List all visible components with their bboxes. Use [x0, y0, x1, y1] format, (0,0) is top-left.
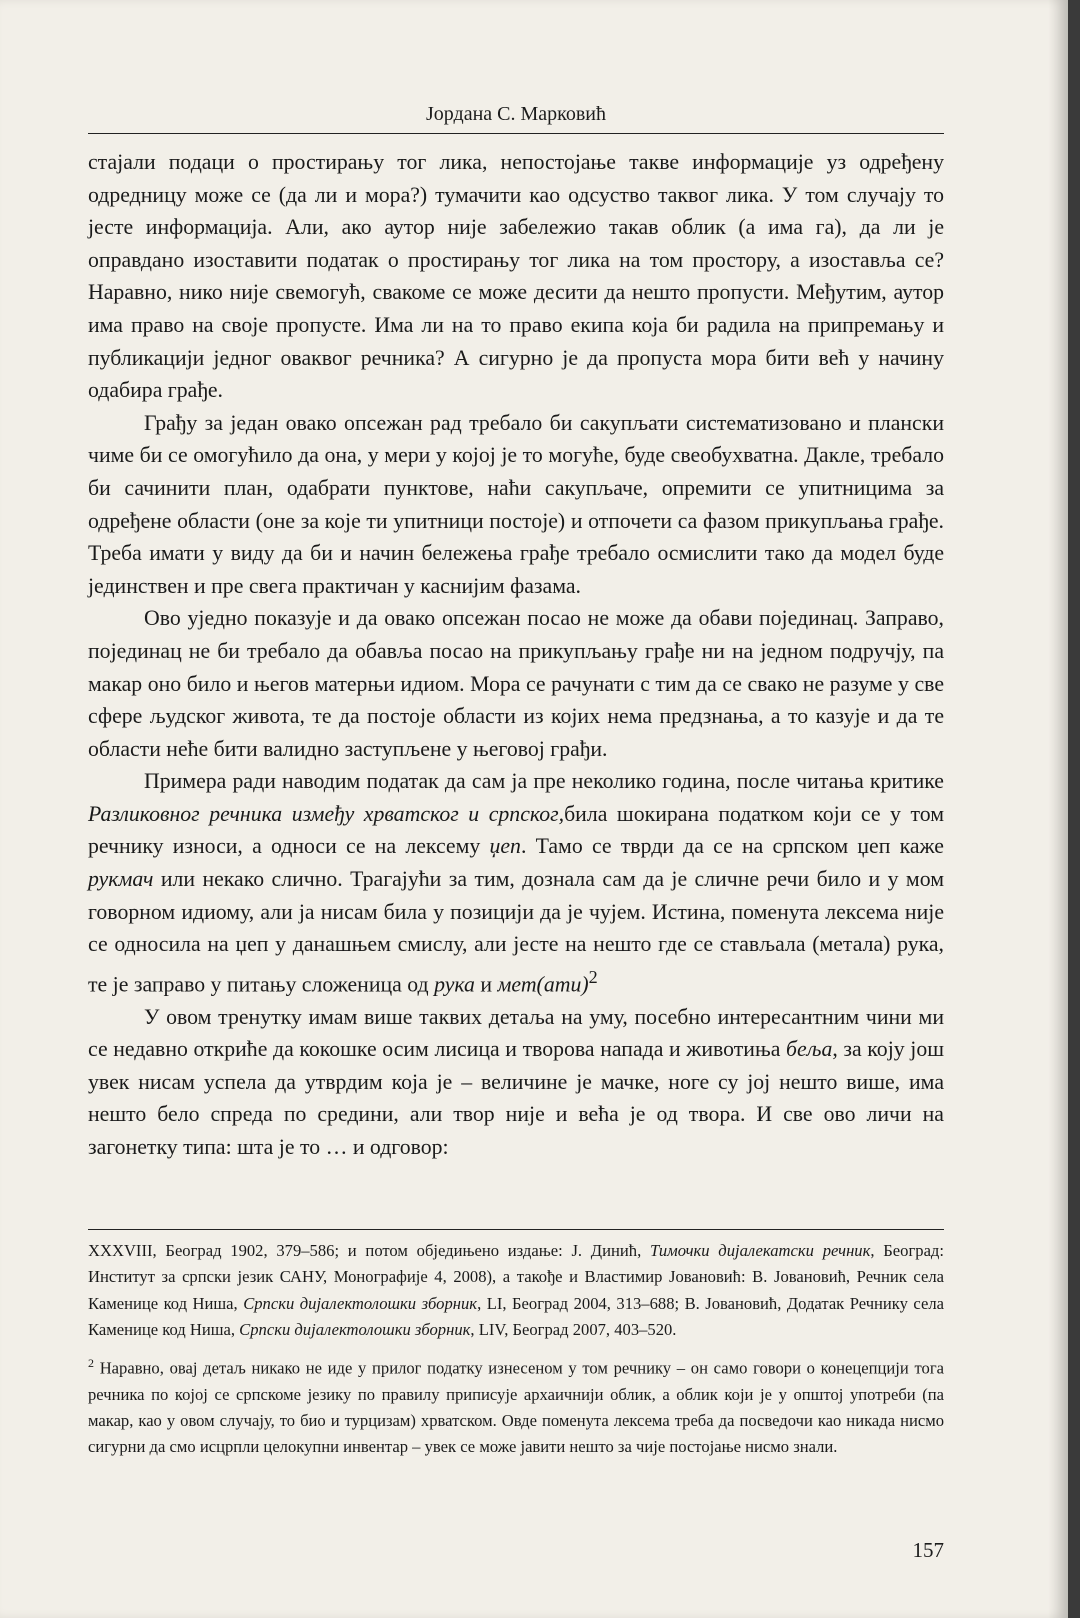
paragraph-1: стајали подаци о простирању тог лика, непостојање такве информације уз одређену одредницу може се (да ли и мора?) тумачити као одсуство таквог лика. У том случају то јесте информација. Али, ако аутор није забележио такав облик (а има га), да ли је оправдано изоставити податак о простирању тог лика на том простору, а изоставља се? Наравно, нико није свемогућ, свакоме се може десити да нешто пропусти. Међутим, аутор има право на своје пропусте. Има ли на то право екипа која би радила на припремању и публикацији једног оваквог речника? А сигурно је да пропуста мора бити већ у начину одабира грађе.: [88, 150, 944, 403]
spine-shadow: [1048, 0, 1068, 1618]
footnote-number: 2: [88, 1355, 94, 1370]
lexeme: мет(ати): [497, 972, 589, 997]
lexeme: беља: [786, 1037, 833, 1062]
footnote-continuation: XXXVIII, Београд 1902, 379–586; и потом обједињено издање: Ј. Динић, Тимочки дијалекатски речник, Београд: Институт за српски језик САНУ, Монографије 4, 2008), а такође и Властимир Јовановић: В. Јовановић, Речник села Каменице код Ниша, Српски дијалектолошки зборник, LI, Београд 2004, 313–688; В. Јовановић, Додатак Речнику села Каменице код Ниша, Српски дијалектолошки зборник, LIV, Београд 2007, 403–520.: [88, 1241, 944, 1340]
footnote-2: $^2$ Наравно, овај детаљ никако не иде у прилог податку изнесеном у том речнику – он само говори о конецепцији тога речника по којој се српскоме језику по правилу приписује архаичнији облик, а облик који је у општој употреби (па макар, као у овом случају, то био и турцизам) хрватском. Овде поменута лексема треба да посведочи као никада нисмо сигурни да смо исцрпли целокупни инвентар – увек се може јавити нешто за чије постојање нисмо знали.: [88, 1355, 944, 1457]
footnotes: [88, 1238, 944, 1461]
header-rule: [88, 133, 944, 134]
page-number: 157: [912, 1538, 944, 1562]
running-header: Јордана С. Марковић: [426, 103, 606, 125]
footnote-ref: 2: [588, 966, 598, 987]
paragraph-2: Грађу за један овако опсежан рад требало би сакупљати систематизовано и плански чиме би се омогућило да она, у мери у којој је то могуће, буде свеобухватна. Дакле, требало би сачинити план, одабрати пунктове, наћи сакупљаче, опремити се упитницима за одређене области (оне за које ти упитници постоје) и отпочети са фазом прикупљања грађе. Треба имати у виду да би и начин бележења грађе требало осмислити тако да модел буде јединствен и пре свега практичан у каснијим фазама.: [88, 410, 944, 598]
paragraph-4: Примера ради наводим податак да сам ја пре неколико година, после читања критике Разликовног речника између хрватског и српског,била шокирана податком који се у том речнику износи, а односи се на лексему џеп. Тамо се тврди да се на српском џеп каже рукмач или некако слично. Трагајући за тим, дознала сам да је сличне речи било и у мом говорном идиому, али ја нисам била у позицији да је чујем. Истина, поменута лексема није се односила на џеп у данашњем смислу, али јесте на нешто где се стављала (метала) рука, те је заправо у питању сложеница од рука и мет(ати)$^2$: [88, 769, 944, 997]
cited-title: Разликовног речника између хрватског и српског,: [88, 801, 565, 826]
lexeme: рукмач: [88, 867, 154, 892]
paragraph-5: У овом тренутку имам више таквих детаља на уму, посебно интересантним чини ми се недавно откриће да кокошке осим лисица и творова напада и животиња беља, за коју још увек нисам успела да утврдим која је – величине је мачке, ноге су јој нешто више, има нешто бело спреда по средини, али твор није и већа је од твора. И све ово личи на загонетку типа: шта је то … и одговор:: [88, 1004, 944, 1160]
footnote-rule: [88, 1229, 944, 1230]
lexeme: џеп: [489, 834, 521, 859]
body-text: [88, 146, 944, 1164]
lexeme: рука: [434, 972, 475, 997]
paragraph-3: Ово уједно показује и да овако опсежан посао не може да обави појединац. Заправо, појединац не би требало да обавља посао на прикупљању грађе ни на једном подручју, па макар оно било и његов матерњи идиом. Мора се рачунати с тим да се свако не разуме у све сфере људског живота, те да постоје области из којих нема предзнања, а то казује и да те области неће бити валидно заступљене у његовој грађи.: [88, 606, 944, 761]
